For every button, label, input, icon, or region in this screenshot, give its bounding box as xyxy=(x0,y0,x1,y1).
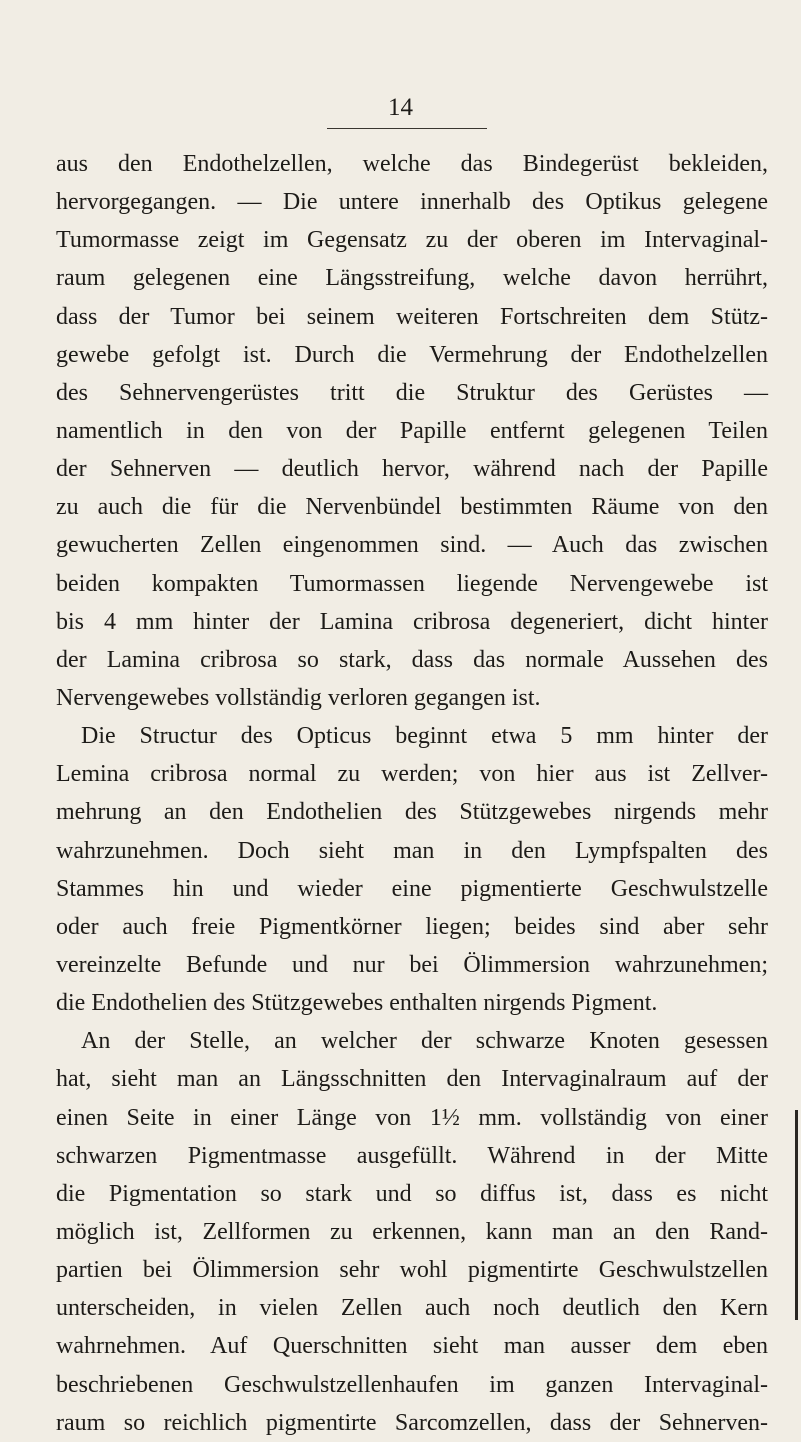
text-line: wahrzunehmen. Doch sieht man in den Lympfspalten des xyxy=(56,837,768,864)
text-line: einen Seite in einer Länge von 1½ mm. vollständig von einer xyxy=(56,1104,768,1131)
text-line: Stammes hin und wieder eine pigmentierte Geschwulstzelle xyxy=(56,875,768,902)
page-number: 14 xyxy=(388,94,413,121)
text-line: schwarzen Pigmentmasse ausgefüllt. Während in der Mitte xyxy=(56,1142,768,1169)
text-line: möglich ist, Zellformen zu erkennen, kann man an den Rand- xyxy=(56,1218,768,1245)
text-line: vereinzelte Befunde und nur bei Ölimmersion wahrzunehmen; xyxy=(56,951,768,978)
page-edge-mark xyxy=(795,1110,798,1320)
text-line: wahrnehmen. Auf Querschnitten sieht man ausser dem eben xyxy=(56,1333,768,1360)
paragraph xyxy=(56,717,768,1022)
text-line: raum gelegenen eine Längsstreifung, welche davon herrührt, xyxy=(56,265,768,292)
text-line: hat, sieht man an Längsschnitten den Intervaginalraum auf der xyxy=(56,1066,768,1093)
text-line: die Pigmentation so stark und so diffus ist, dass es nicht xyxy=(56,1180,768,1207)
page-number-rule xyxy=(327,128,487,129)
text-line: Nervengewebes vollständig verloren gegangen ist. xyxy=(56,684,541,711)
text-line: partien bei Ölimmersion sehr wohl pigmentirte Geschwulstzellen xyxy=(56,1257,768,1284)
text-line: namentlich in den von der Papille entfernt gelegenen Teilen xyxy=(56,417,768,444)
text-line: gewebe gefolgt ist. Durch die Vermehrung der Endothelzellen xyxy=(56,341,768,368)
text-line: der Sehnerven — deutlich hervor, während nach der Papille xyxy=(56,456,768,483)
text-line: des Sehnervengerüstes tritt die Struktur des Gerüstes — xyxy=(56,379,768,406)
text-line: der Lamina cribrosa so stark, dass das normale Aussehen des xyxy=(56,646,768,673)
body-text xyxy=(56,145,768,1442)
text-line: zu auch die für die Nervenbündel bestimmten Räume von den xyxy=(56,494,768,521)
text-line: Die Structur des Opticus beginnt etwa 5 mm hinter der xyxy=(81,723,768,750)
paragraph xyxy=(56,145,768,717)
text-line: beschriebenen Geschwulstzellenhaufen im ganzen Intervaginal- xyxy=(56,1371,768,1398)
text-line: aus den Endothelzellen, welche das Bindegerüst bekleiden, xyxy=(56,151,768,177)
text-line: Lemina cribrosa normal zu werden; von hier aus ist Zellver- xyxy=(56,761,768,788)
text-line: An der Stelle, an welcher der schwarze Knoten gesessen xyxy=(81,1028,768,1055)
text-line: raum so reichlich pigmentirte Sarcomzellen, dass der Sehnerven- xyxy=(56,1409,768,1436)
text-line: Tumormasse zeigt im Gegensatz zu der oberen im Intervaginal- xyxy=(56,227,768,254)
paragraph xyxy=(56,1022,768,1442)
text-line: mehrung an den Endothelien des Stützgewebes nirgends mehr xyxy=(56,799,768,826)
text-line: hervorgegangen. — Die untere innerhalb des Optikus gelegene xyxy=(56,189,768,216)
text-line: unterscheiden, in vielen Zellen auch noch deutlich den Kern xyxy=(56,1295,768,1322)
text-line: die Endothelien des Stützgewebes enthalten nirgends Pigment. xyxy=(56,990,658,1017)
text-line: beiden kompakten Tumormassen liegende Nervengewebe ist xyxy=(56,570,768,597)
text-line: dass der Tumor bei seinem weiteren Fortschreiten dem Stütz- xyxy=(56,303,768,330)
text-line: gewucherten Zellen eingenommen sind. — Auch das zwischen xyxy=(56,532,768,559)
text-line: oder auch freie Pigmentkörner liegen; beides sind aber sehr xyxy=(56,913,768,940)
text-line: bis 4 mm hinter der Lamina cribrosa degeneriert, dicht hinter xyxy=(56,608,768,635)
